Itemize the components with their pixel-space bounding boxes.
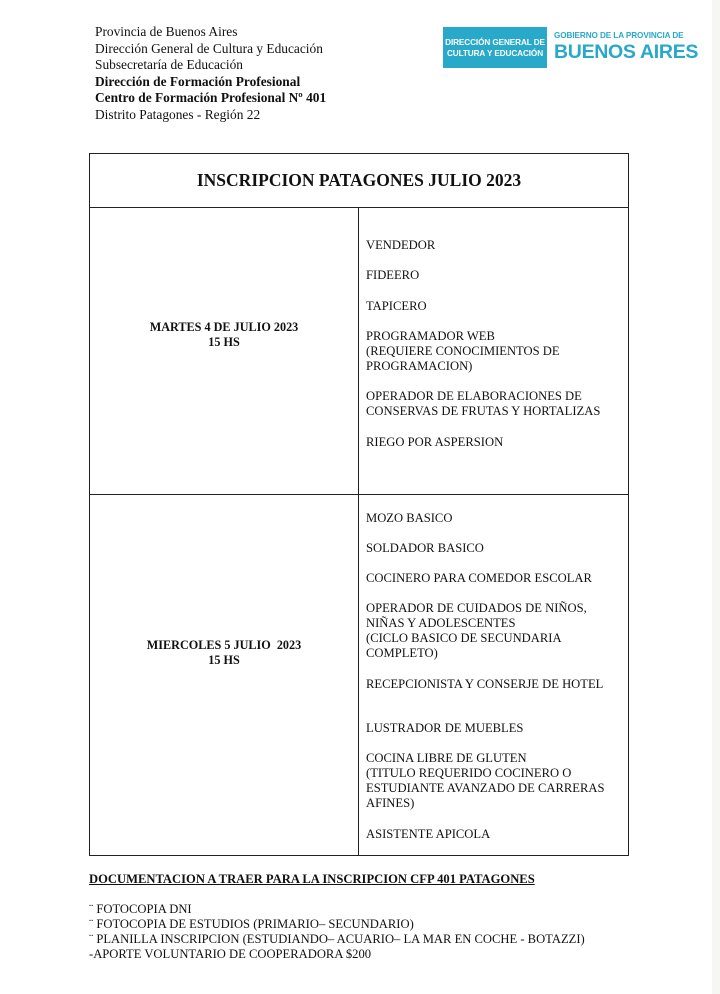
session-day-wednesday (90, 638, 358, 668)
session-day-tuesday (90, 320, 358, 350)
course-item: FIDEERO (366, 268, 420, 282)
institution-header (95, 24, 326, 123)
course-note: PROGRAMACION) (366, 359, 473, 373)
course-item: MOZO BASICO (366, 511, 453, 525)
course-item: NIÑAS Y ADOLESCENTES (366, 616, 516, 630)
session-time: 15 HS (208, 335, 240, 349)
header-line-subsecretary: Subsecretaría de Educación (95, 57, 243, 72)
buenos-aires-government-logo (554, 31, 698, 63)
header-line-formation: Dirección de Formación Profesional (95, 73, 301, 89)
session-time: 15 HS (208, 653, 240, 667)
course-note: AFINES) (366, 796, 415, 810)
course-item: RECEPCIONISTA Y CONSERJE DE HOTEL (366, 677, 604, 691)
course-note: COMPLETO) (366, 646, 438, 660)
gov-logo-big-text: BUENOS AIRES (554, 41, 699, 63)
table-title: INSCRIPCION PATAGONES JULIO 2023 (90, 154, 628, 208)
documentation-item: ¨ FOTOCOPIA DNI (89, 902, 192, 916)
header-line-center: Centro de Formación Profesional Nº 401 (95, 90, 327, 105)
documentation-item: ¨ PLANILLA INSCRIPCION (ESTUDIANDO– ACUARIO– LA MAR EN COCHE - BOTAZZI) (89, 932, 585, 946)
course-note: (TITULO REQUERIDO COCINERO O (366, 766, 572, 780)
course-item: PROGRAMADOR WEB (366, 329, 495, 343)
logo-box-line1: DIRECCIÓN GENERAL DE (445, 37, 545, 47)
course-item: TAPICERO (366, 299, 427, 313)
session-date: MIERCOLES 5 JULIO 2023 (146, 638, 302, 652)
row-divider (90, 494, 628, 495)
course-item: VENDEDOR (366, 238, 436, 252)
gov-logo-small-text: GOBIERNO DE LA PROVINCIA DE (554, 31, 684, 40)
documentation-item: ¨ FOTOCOPIA DE ESTUDIOS (PRIMARIO– SECUNDARIO) (89, 917, 414, 931)
course-item: CONSERVAS DE FRUTAS Y HORTALIZAS (366, 404, 601, 418)
session-date: MARTES 4 DE JULIO 2023 (149, 320, 299, 334)
documentation-list (89, 902, 585, 962)
course-item: SOLDADOR BASICO (366, 541, 484, 555)
header-line-direction: Dirección General de Cultura y Educación (95, 40, 323, 56)
course-item: RIEGO POR ASPERSION (366, 435, 504, 449)
documentation-item: -APORTE VOLUNTARIO DE COOPERADORA $200 (89, 947, 372, 961)
column-divider (358, 207, 359, 855)
course-note: ESTUDIANTE AVANZADO DE CARRERAS (366, 781, 605, 795)
course-item: LUSTRADOR DE MUEBLES (366, 721, 524, 735)
cultura-educacion-logo (443, 27, 547, 68)
documentation-title: DOCUMENTACION A TRAER PARA LA INSCRIPCION CFP 401 PATAGONES (89, 872, 535, 886)
course-item: ASISTENTE APICOLA (366, 827, 491, 841)
header-line-province: Provincia de Buenos Aires (95, 24, 238, 39)
enrollment-table (89, 153, 629, 856)
header-line-district: Distrito Patagones - Región 22 (95, 106, 261, 122)
course-note: (CICLO BASICO DE SECUNDARIA (366, 631, 562, 645)
course-item: COCINERO PARA COMEDOR ESCOLAR (366, 571, 592, 585)
logo-box-line2: CULTURA Y EDUCACIÓN (446, 48, 544, 58)
course-item: OPERADOR DE CUIDADOS DE NIÑOS, (366, 601, 587, 615)
course-item: OPERADOR DE ELABORACIONES DE (366, 389, 582, 403)
course-item: COCINA LIBRE DE GLUTEN (366, 751, 527, 765)
course-note: (REQUIERE CONOCIMIENTOS DE (366, 344, 560, 358)
